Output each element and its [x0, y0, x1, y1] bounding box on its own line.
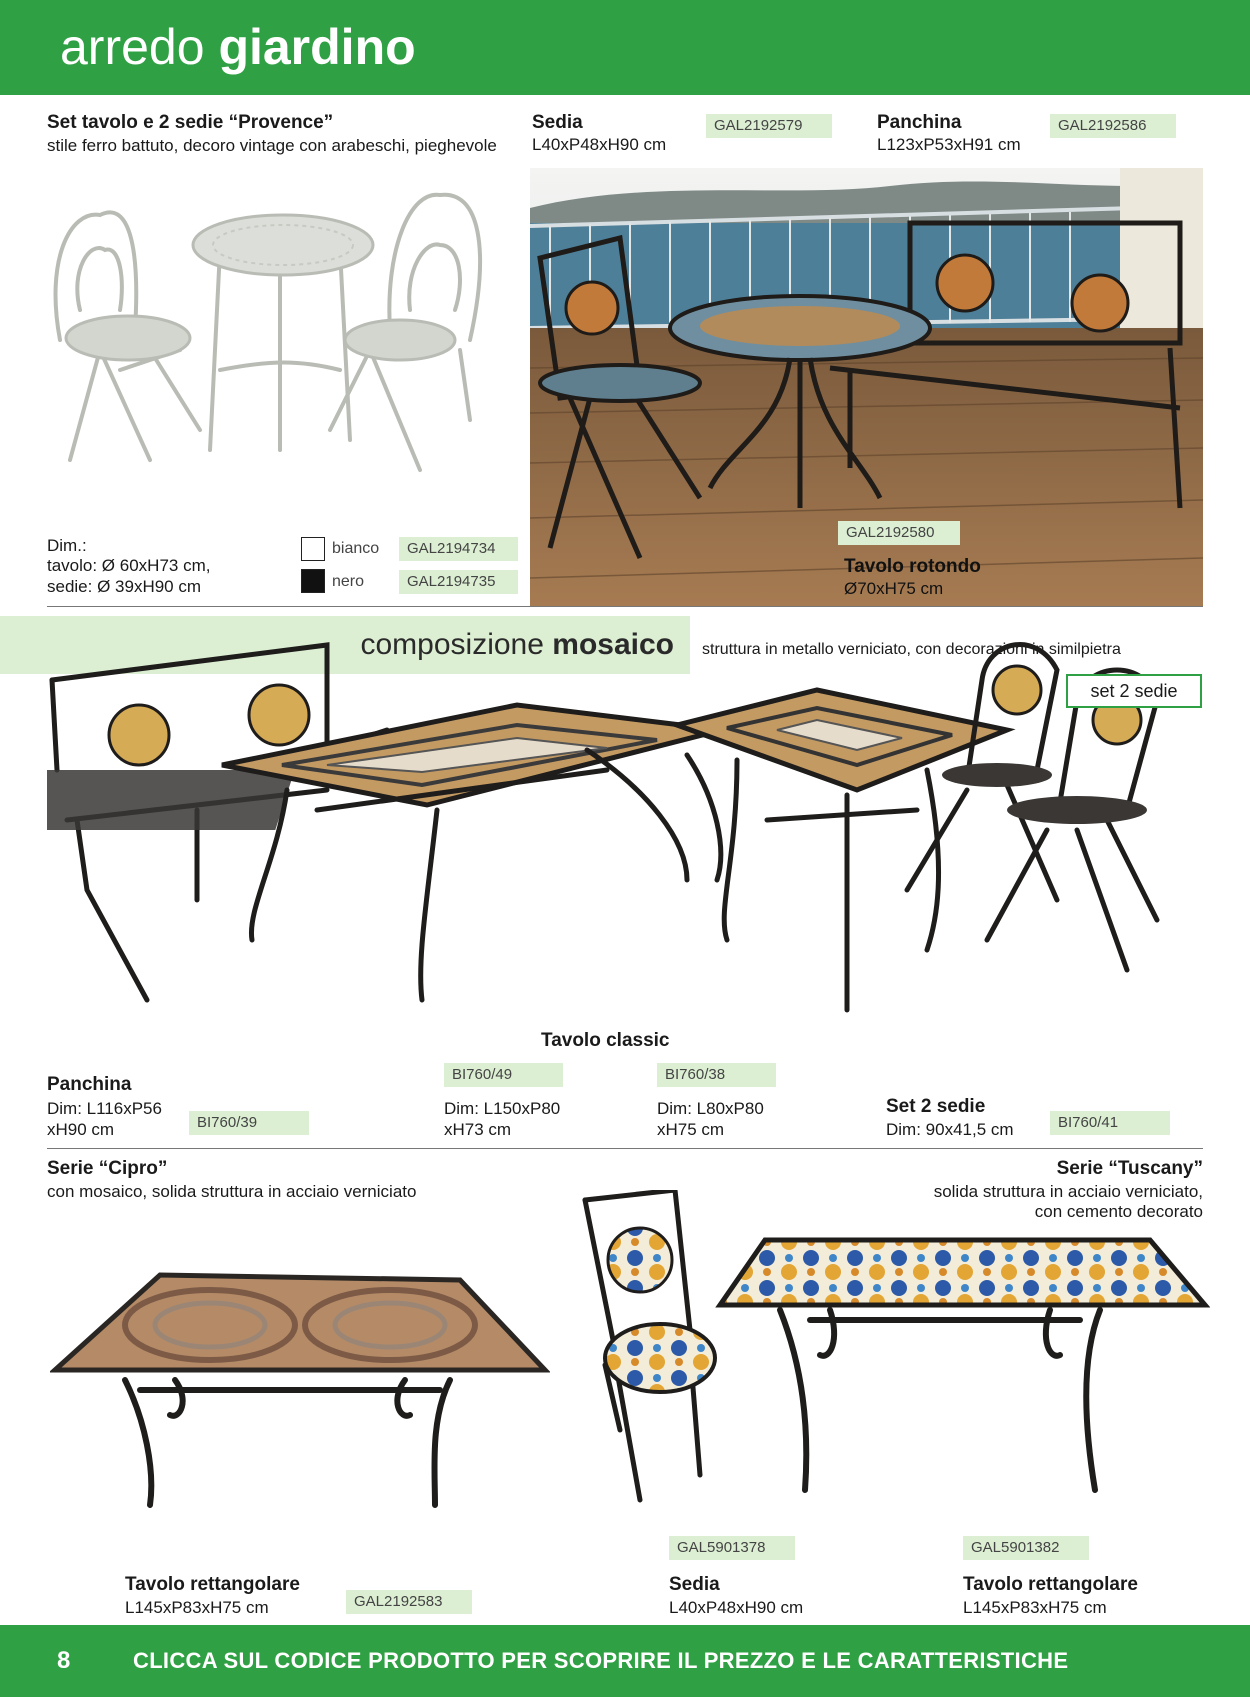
- set-2-sedie-badge: set 2 sedie: [1066, 674, 1202, 708]
- tuscany-desc-2: con cemento decorato: [1034, 1202, 1203, 1221]
- tavolo-rotondo-dims: Ø70xH75 cm: [844, 579, 944, 598]
- cipro-desc: con mosaico, solida struttura in acciaio verniciato: [47, 1182, 417, 1201]
- tavolo2-code-link[interactable]: BI760/38: [657, 1063, 776, 1087]
- cipro-table-name: Tavolo rettangolare: [125, 1574, 300, 1595]
- tavolo2-dim2: xH75 cm: [657, 1120, 725, 1139]
- provence-dim-label: Dim.:: [47, 536, 87, 555]
- provence-set-drawing: [40, 190, 520, 510]
- provence-black-code-link[interactable]: GAL2194735: [399, 570, 518, 594]
- mosaico-products-drawing: [47, 640, 1207, 1090]
- tavolo2-dim1: Dim: L80xP80: [657, 1099, 764, 1118]
- mosaico-title-bold: mosaico: [552, 628, 674, 661]
- sedia-top-dims: L40xP48xH90 cm: [532, 135, 667, 154]
- mosaico-panchina-dim1: Dim: L116xP56: [47, 1099, 162, 1118]
- white-color-swatch: [301, 537, 325, 561]
- tuscany-sedia-code-link[interactable]: GAL5901378: [669, 1536, 795, 1560]
- sedia-top-code-link[interactable]: GAL2192579: [706, 114, 832, 138]
- cipro-table-code-link[interactable]: GAL2192583: [346, 1590, 472, 1614]
- title-bold: giardino: [218, 19, 416, 75]
- mosaico-panchina-code-link[interactable]: BI760/39: [189, 1111, 309, 1135]
- page-header: [0, 0, 1250, 95]
- section-divider-2: [47, 1148, 1203, 1149]
- tuscany-products-image: [580, 1190, 1210, 1520]
- mosaico-title-light: composizione: [360, 628, 544, 661]
- tavolo-rotondo-code-link[interactable]: GAL2192580: [838, 521, 960, 545]
- panchina-top-name: Panchina: [877, 112, 962, 133]
- tavolo1-code-link[interactable]: BI760/49: [444, 1063, 563, 1087]
- title-light: arredo: [60, 19, 205, 75]
- footer-cta: CLICCA SUL CODICE PRODOTTO PER SCOPRIRE IL PREZZO E LE CARATTERISTICHE: [133, 1648, 1069, 1673]
- panchina-top-dims: L123xP53xH91 cm: [877, 135, 1021, 154]
- set-sedie-name: Set 2 sedie: [886, 1096, 986, 1117]
- set-sedie-dims: Dim: 90x41,5 cm: [886, 1120, 1014, 1139]
- mosaico-panchina-name: Panchina: [47, 1074, 132, 1095]
- black-color-label: nero: [332, 573, 365, 590]
- page-title: [60, 19, 416, 75]
- set-sedie-code-link[interactable]: BI760/41: [1050, 1111, 1170, 1135]
- tavolo1-dim1: Dim: L150xP80: [444, 1099, 561, 1118]
- tuscany-table-name: Tavolo rettangolare: [963, 1574, 1138, 1595]
- cipro-series-name: Serie “Cipro”: [47, 1158, 168, 1179]
- tuscany-series-name: Serie “Tuscany”: [1056, 1158, 1203, 1179]
- cipro-table-image: [50, 1270, 550, 1520]
- provence-white-code-link[interactable]: GAL2194734: [399, 537, 518, 561]
- page-number: 8: [57, 1647, 71, 1674]
- tuscany-sedia-dims: L40xP48xH90 cm: [669, 1598, 804, 1617]
- panchina-top-code-link[interactable]: GAL2192586: [1050, 114, 1176, 138]
- mosaico-panchina-dim2: xH90 cm: [47, 1120, 115, 1139]
- tuscany-table-code-link[interactable]: GAL5901382: [963, 1536, 1089, 1560]
- provence-dim-sedie: sedie: Ø 39xH90 cm: [47, 577, 202, 596]
- page-footer: [0, 1625, 1250, 1697]
- tuscany-desc-1: solida struttura in acciaio verniciato,: [933, 1182, 1203, 1201]
- cipro-table-drawing: [50, 1270, 550, 1520]
- cipro-table-dims: L145xP83xH75 cm: [125, 1598, 269, 1617]
- tuscany-sedia-name: Sedia: [669, 1574, 720, 1595]
- tuscany-products-drawing: [580, 1190, 1210, 1520]
- mosaico-products-image: [47, 640, 1207, 1090]
- provence-dim-tavolo: tavolo: Ø 60xH73 cm,: [47, 556, 211, 575]
- provence-name: Set tavolo e 2 sedie “Provence”: [47, 112, 334, 133]
- provence-set-image: [40, 190, 520, 510]
- terrace-photo: [530, 168, 1203, 606]
- provence-desc: stile ferro battuto, decoro vintage con arabeschi, pieghevole: [47, 136, 497, 155]
- white-color-label: bianco: [332, 540, 380, 557]
- section-divider-1: [47, 606, 1203, 607]
- tavolo-classic-title: Tavolo classic: [541, 1030, 670, 1051]
- black-color-swatch: [301, 569, 325, 593]
- tavolo1-dim2: xH73 cm: [444, 1120, 512, 1139]
- sedia-top-name: Sedia: [532, 112, 583, 133]
- tuscany-table-dims: L145xP83xH75 cm: [963, 1598, 1107, 1617]
- mosaico-subtitle: struttura in metallo verniciato, con decorazioni in similpietra: [702, 641, 1121, 658]
- tavolo-rotondo-name: Tavolo rotondo: [844, 556, 981, 577]
